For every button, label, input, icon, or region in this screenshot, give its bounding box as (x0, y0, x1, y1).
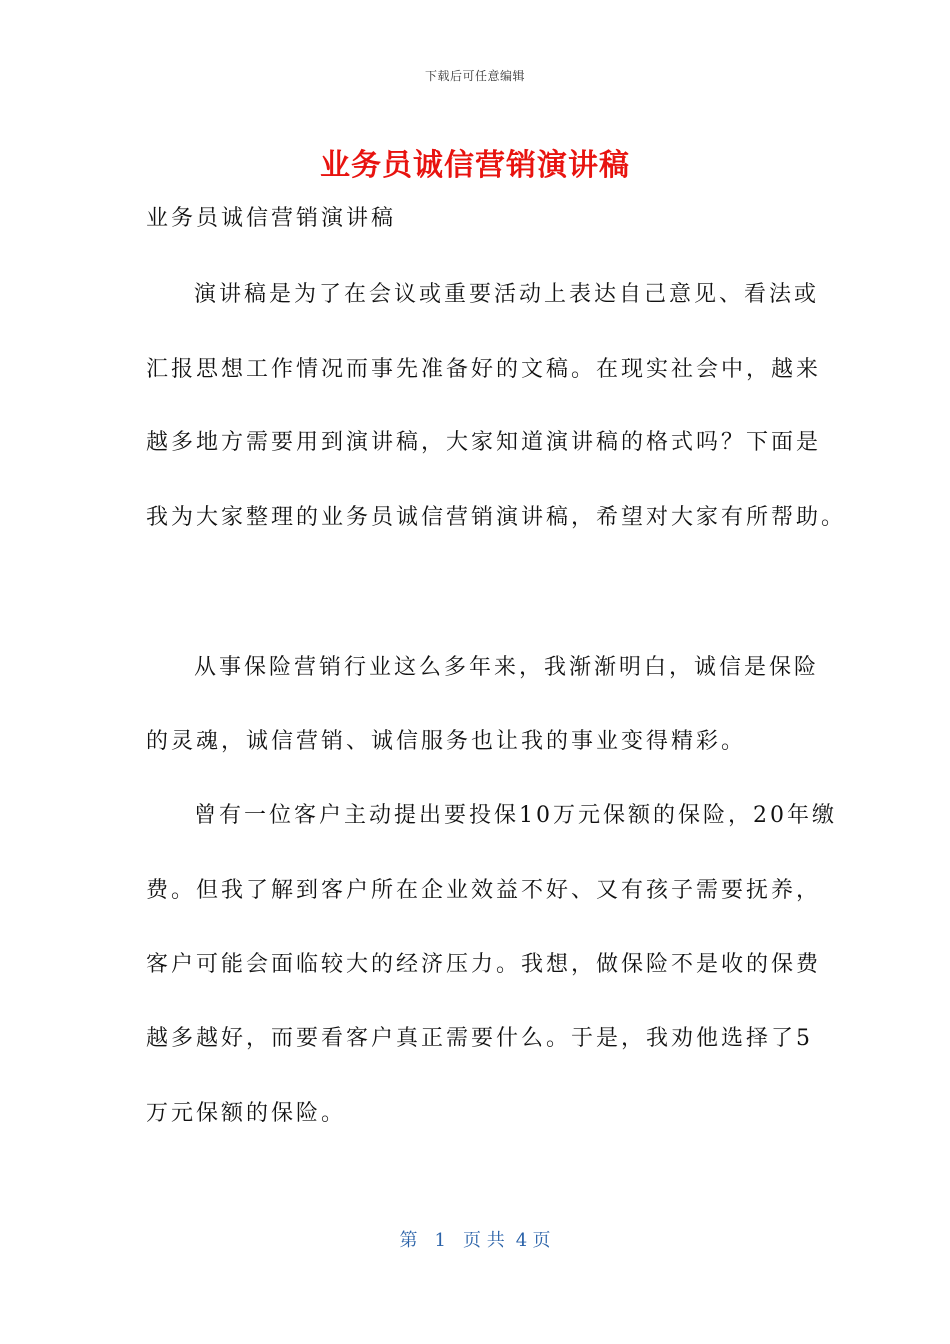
footer-suffix: 页 (532, 1230, 551, 1251)
current-page-number: 1 (434, 1230, 446, 1251)
footer-middle: 页 共 (463, 1230, 505, 1251)
paragraph-line: 演讲稿是为了在会议或重要活动上表达自己意见、看法或 (194, 282, 820, 307)
paragraph-line: 从事保险营销行业这么多年来，我渐渐明白，诚信是保险 (194, 655, 820, 680)
total-page-number: 4 (515, 1230, 528, 1251)
paragraph-line: 万元保额的保险。 (146, 1101, 347, 1126)
paragraph-line: 越多越好，而要看客户真正需要什么。于是，我劝他选择了5 (146, 1026, 813, 1051)
paragraph-line: 费。但我了解到客户所在企业效益不好、又有孩子需要抚养， (146, 878, 822, 903)
footer-prefix: 第 (399, 1230, 418, 1251)
paragraph-line: 我为大家整理的业务员诚信营销演讲稿，希望对大家有所帮助。 (146, 505, 847, 530)
paragraph-line: 的灵魂，诚信营销、诚信服务也让我的事业变得精彩。 (146, 729, 747, 754)
paragraph-line: 曾有一位客户主动提出要投保10万元保额的保险，20年缴 (194, 803, 837, 828)
document-subtitle: 业务员诚信营销演讲稿 (146, 206, 397, 231)
paragraph-line: 汇报思想工作情况而事先准备好的文稿。在现实社会中，越来 (146, 357, 822, 382)
header-note: 下载后可任意编辑 (424, 69, 525, 83)
paragraph-line: 客户可能会面临较大的经济压力。我想，做保险不是收的保费 (146, 952, 822, 977)
page-number-footer (0, 1226, 950, 1252)
document-title: 业务员诚信营销演讲稿 (320, 148, 630, 183)
paragraph-line: 越多地方需要用到演讲稿，大家知道演讲稿的格式吗？下面是 (146, 430, 822, 455)
